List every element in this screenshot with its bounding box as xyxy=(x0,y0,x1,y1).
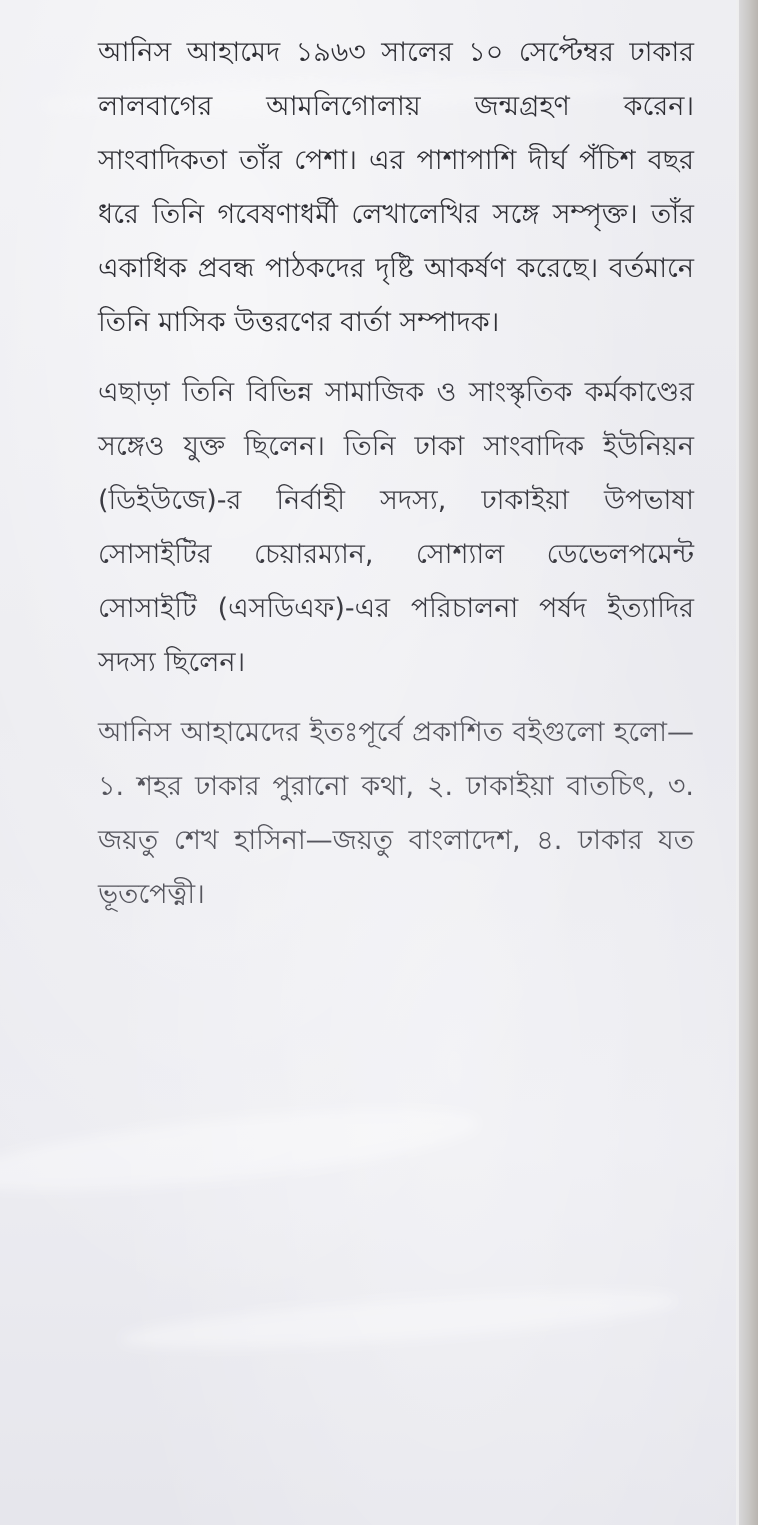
page-edge xyxy=(736,0,758,1525)
bio-paragraph-activities: এছাড়া তিনি বিভিন্ন সামাজিক ও সাংস্কৃতিক কর্মকাণ্ডের সঙ্গেও যুক্ত ছিলেন। তিনি ঢাকা সাংবাদিক ইউনিয়ন (ডিইউজে)-র নির্বাহী সদস্য, ঢাকাইয়া উপভাষা সোসাইটির চেয়ারম্যান, সোশ্যাল ডেভেলপমেন্ট সোসাইটি (এসডিএফ)-এর পরিচালনা পর্ষদ ইত্যাদির সদস্য ছিলেন। xyxy=(98,377,694,678)
wrap-glare xyxy=(119,1281,680,1360)
bio-paragraph-intro: আনিস আহামেদ ১৯৬৩ সালের ১০ সেপ্টেম্বর ঢাকার লালবাগের আমলিগোলায় জন্মগ্রহণ করেন। সাংবাদিকতা তাঁর পেশা। এর পাশাপাশি দীর্ঘ পঁচিশ বছর ধরে তিনি গবেষণাধর্মী লেখালেখির সঙ্গে সম্পৃক্ত। তাঁর একাধিক প্রবন্ধ পাঠকদের দৃষ্টি আকর্ষণ করেছে। বর্তমানে তিনি মাসিক উত্তরণের বার্তা সম্পাদক। xyxy=(98,37,694,338)
bio-paragraph-books: আনিস আহামেদের ইতঃপূর্বে প্রকাশিত বইগুলো হলো—১. শহর ঢাকার পুরানো কথা, ২. ঢাকাইয়া বাতচিৎ, ৩. জয়তু শেখ হাসিনা—জয়তু বাংলাদেশ, ৪. ঢাকার যত ভূতপেত্নী। xyxy=(98,717,694,910)
wrap-glare xyxy=(0,1093,482,1207)
author-bio xyxy=(98,26,694,922)
